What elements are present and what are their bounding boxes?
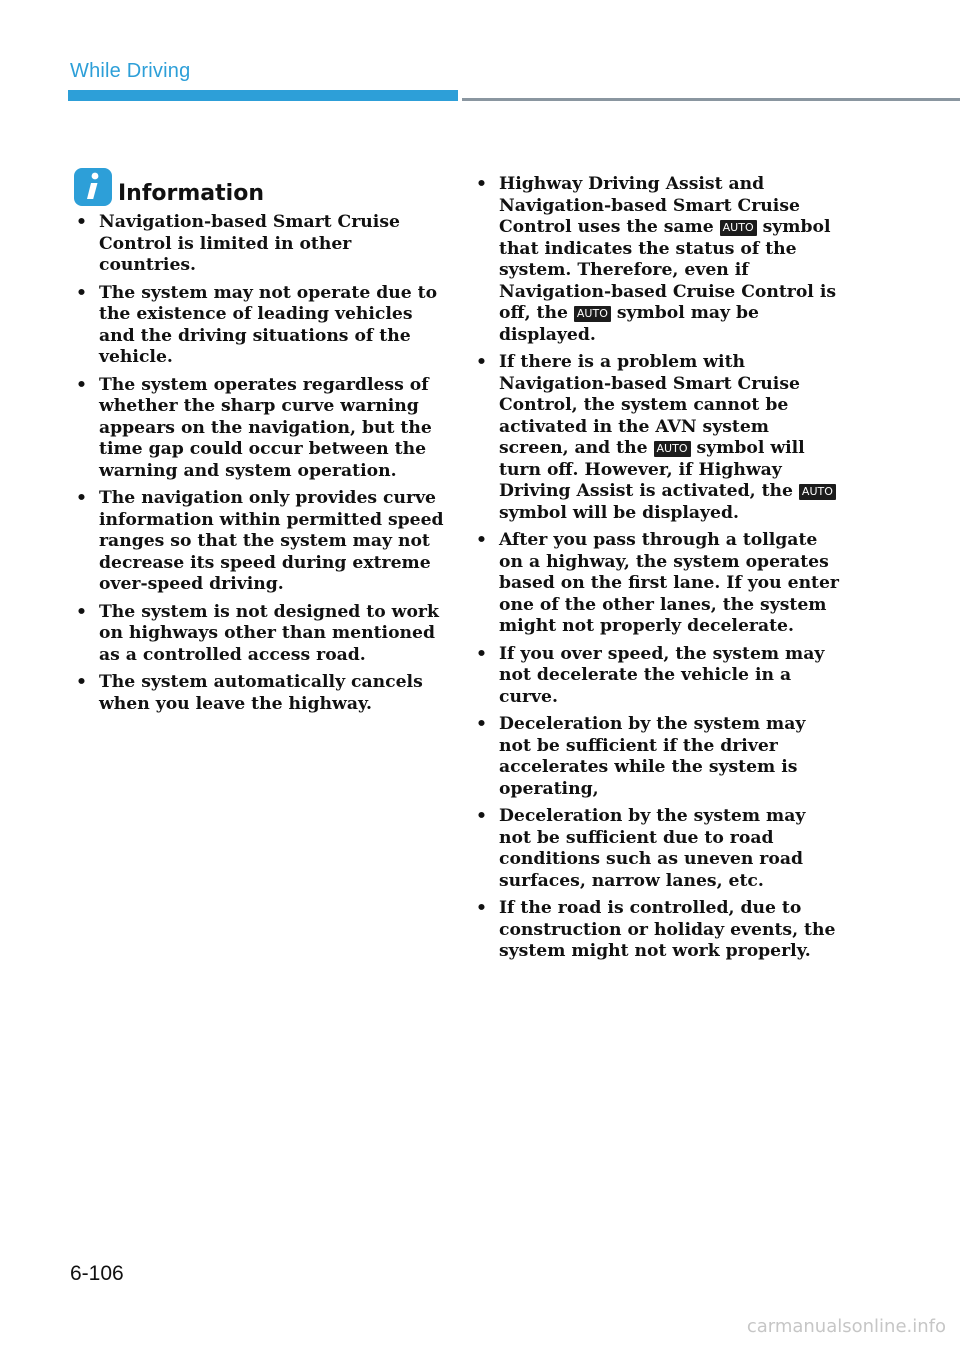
header-rule-accent — [68, 90, 458, 101]
auto-symbol-icon: AUTO — [574, 306, 611, 322]
left-column-list — [74, 212, 446, 721]
item-text: symbol may be displayed. — [499, 303, 759, 345]
auto-symbol-icon: AUTO — [654, 441, 691, 457]
list-item: • The system automatically cancels when you leave the highway. — [74, 672, 446, 715]
list-item: • The system operates regardless of whether the sharp curve warning appears on the navigation, but the time gap could occur between the warning and system operation. — [74, 375, 446, 483]
list-item: • If you over speed, the system may not decelerate the vehicle in a curve. — [474, 644, 842, 709]
item-text: symbol that indicates the status of the system. Therefore, even if Navigation-based Cruise Control is off, the — [499, 217, 837, 323]
list-item: • Navigation-based Smart Cruise Control is limited in other countries. — [74, 212, 446, 277]
list-item: • If the road is controlled, due to construction or holiday events, the system might not work properly. — [474, 898, 842, 963]
auto-symbol-icon: AUTO — [720, 220, 757, 236]
info-icon — [74, 168, 112, 206]
watermark: carmanualsonline.info — [746, 1316, 946, 1337]
list-item — [474, 174, 842, 346]
item-text: symbol will be displayed. — [499, 502, 739, 523]
auto-symbol-icon: AUTO — [799, 484, 836, 500]
page-number: 6-106 — [70, 1262, 124, 1285]
item-text: symbol will turn off. However, if Highway Driving Assist is activated, the — [499, 438, 805, 501]
right-column-list — [474, 174, 842, 969]
section-title: While Driving — [70, 60, 191, 82]
list-item — [474, 352, 842, 524]
list-item: • The system may not operate due to the existence of leading vehicles and the driving situations of the vehicle. — [74, 283, 446, 369]
list-item: • Deceleration by the system may not be sufficient if the driver accelerates while the system is operating, — [474, 714, 842, 800]
information-heading — [74, 168, 264, 206]
list-item: • Deceleration by the system may not be sufficient due to road conditions such as uneven road surfaces, narrow lanes, etc. — [474, 806, 842, 892]
information-label: Information — [118, 180, 264, 206]
header-rule — [462, 98, 960, 101]
list-item: • After you pass through a tollgate on a highway, the system operates based on the first lane. If you enter one of the other lanes, the system might not properly decelerate. — [474, 530, 842, 638]
list-item: • The navigation only provides curve information within permitted speed ranges so that the system may not decrease its speed during extreme over-speed driving. — [74, 488, 446, 596]
item-text: Highway Driving Assist and Navigation-based Smart Cruise Control uses the same — [499, 174, 800, 237]
list-item: • The system is not designed to work on highways other than mentioned as a controlled access road. — [74, 602, 446, 667]
item-text: If there is a problem with Navigation-based Smart Cruise Control, the system cannot be activated in the AVN system screen, and the — [499, 352, 800, 458]
